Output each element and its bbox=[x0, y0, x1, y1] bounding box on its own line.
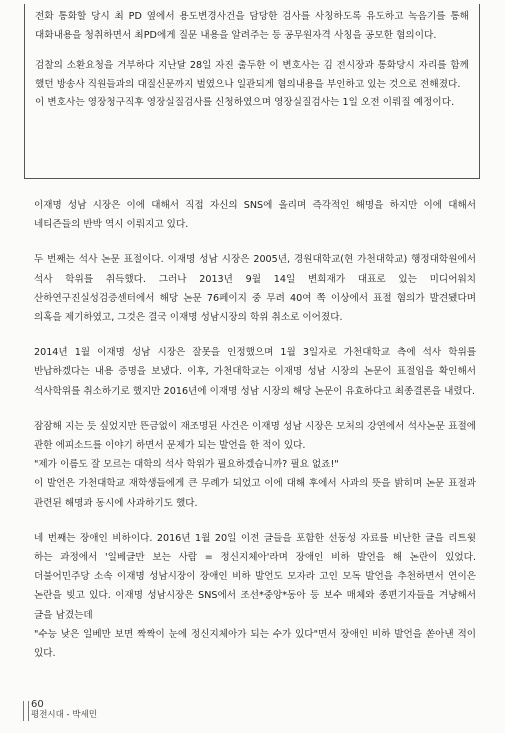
box-paragraph-1: 전화 통화할 당시 최 PD 옆에서 용도변경사건을 담당한 검사를 사칭하도록 유도하고 녹음기를 통해 대화내용을 청취하면서 최PD에게 질문 내용을 알려주는 등 공무원자격 사칭을 공모한 혐의이다. bbox=[35, 11, 469, 41]
main-text bbox=[34, 196, 476, 679]
paragraph-1-text: 이재명 성남 시장은 이에 대해서 직접 자신의 SNS에 올리며 즉각적인 해명을 하지만 이에 대해서 네티즌들의 반박 역시 이뤄지고 있다. bbox=[34, 200, 476, 231]
box-paragraph-2: 검찰의 소환요청을 거부하다 지난달 28일 자진 출두한 이 변호사는 김 전시장과 통화당시 자리를 함께 했던 방송사 직원들과의 대질신문까지 벌였으나 일관되게 혐의내용을 부인하고 있는 것으로 전해졌다. bbox=[35, 60, 469, 90]
box-paragraph-3: 이 변호사는 영장청구직후 영장실질검사를 신청하였으며 영장실질검사는 1일 오전 이뤄질 예정이다. bbox=[35, 97, 455, 109]
paragraph-3-text: 2014년 1월 이재명 성남 시장은 잘못을 인정했으며 1월 3일자로 가천대학교 측에 석사 학위를 반납하겠다는 내용 증명을 보냈다. 이후, 가천대학교는 이재명 성남 시장의 논문이 표절임을 확인해서 석사학위를 취소하기로 했지만 2016년에 이재명 성남 시장의 해당 논문이 유효하다고 최종결론을 내렸다. bbox=[34, 347, 476, 397]
quoted-news-box bbox=[24, 4, 480, 179]
page-footer bbox=[31, 699, 97, 721]
page-number: 60 bbox=[31, 699, 44, 710]
paragraph-4 bbox=[34, 417, 476, 513]
paragraph-4-text-2: 이 발언은 가천대학교 재학생들에게 큰 무례가 되었고 이에 대해 후에서 사과의 뜻을 밝히며 논문 표절과 관련된 해명과 동시에 사과하기도 했다. bbox=[34, 478, 476, 509]
paragraph-2-text: 두 번째는 석사 논문 표절이다. 이재명 성남 시장은 2005년, 경원대학교(현 가천대학교) 행정대학원에서 석사 학위를 취득했다. 그러나 2013년 9월 14일 변희재가 대표로 있는 미디어워치 산하연구진실성검증센터에서 해당 논문 76페이지 중 무려 40여 쪽 이상에서 표절 혐의가 발견됐다며 의혹을 제기하였고, 그것은 결국 이재명 성남시장의 학위 취소로 이어졌다. bbox=[34, 254, 476, 324]
paragraph-3 bbox=[34, 343, 476, 401]
paragraph-4-text: 잠잠해 지는 듯 싶었지만 뜬금없이 재조명된 사건은 이재명 성남 시장은 모처의 강연에서 석사논문 표절에 관한 에피소드를 이야기 하면서 문제가 되는 발언을 한 적이 있다. bbox=[34, 420, 476, 452]
paragraph-5 bbox=[34, 529, 476, 663]
footer-ornament bbox=[23, 701, 29, 721]
paragraph-1 bbox=[34, 196, 476, 234]
paragraph-4-quote: "제가 이름도 잘 모르는 대학의 석사 학위가 필요하겠습니까? 필요 없죠!" bbox=[34, 459, 339, 471]
paragraph-5-text: 네 번째는 장애인 비하이다. 2016년 1월 20일 이전 글들을 포함한 선동성 자료를 비난한 글을 리트윗 하는 과정에서 '일베글만 보는 사람 = 정신지체아'라며 장애인 비하 발언을 해 논란이 있었다. 더불어민주당 소속 이재명 성남시장이 장애인 비하 발언도 모자라 고인 모독 발언을 추천하면서 연이은 논란을 빚고 있다. 이재명 성남시장은 SNS에서 조선*중앙*동아 등 보수 매체와 종편기자들을 겨냥해서 글을 남겼는데 bbox=[34, 532, 476, 621]
paragraph-5-quote: "수능 낮은 일베만 보면 짝짝이 눈에 정신지체아가 되는 수가 있다"면서 장애인 비하 발언을 쏟아낸 적이 있다. bbox=[34, 628, 476, 660]
book-title: 평전시대 - 박세민 bbox=[31, 710, 97, 720]
paragraph-2 bbox=[34, 250, 476, 327]
